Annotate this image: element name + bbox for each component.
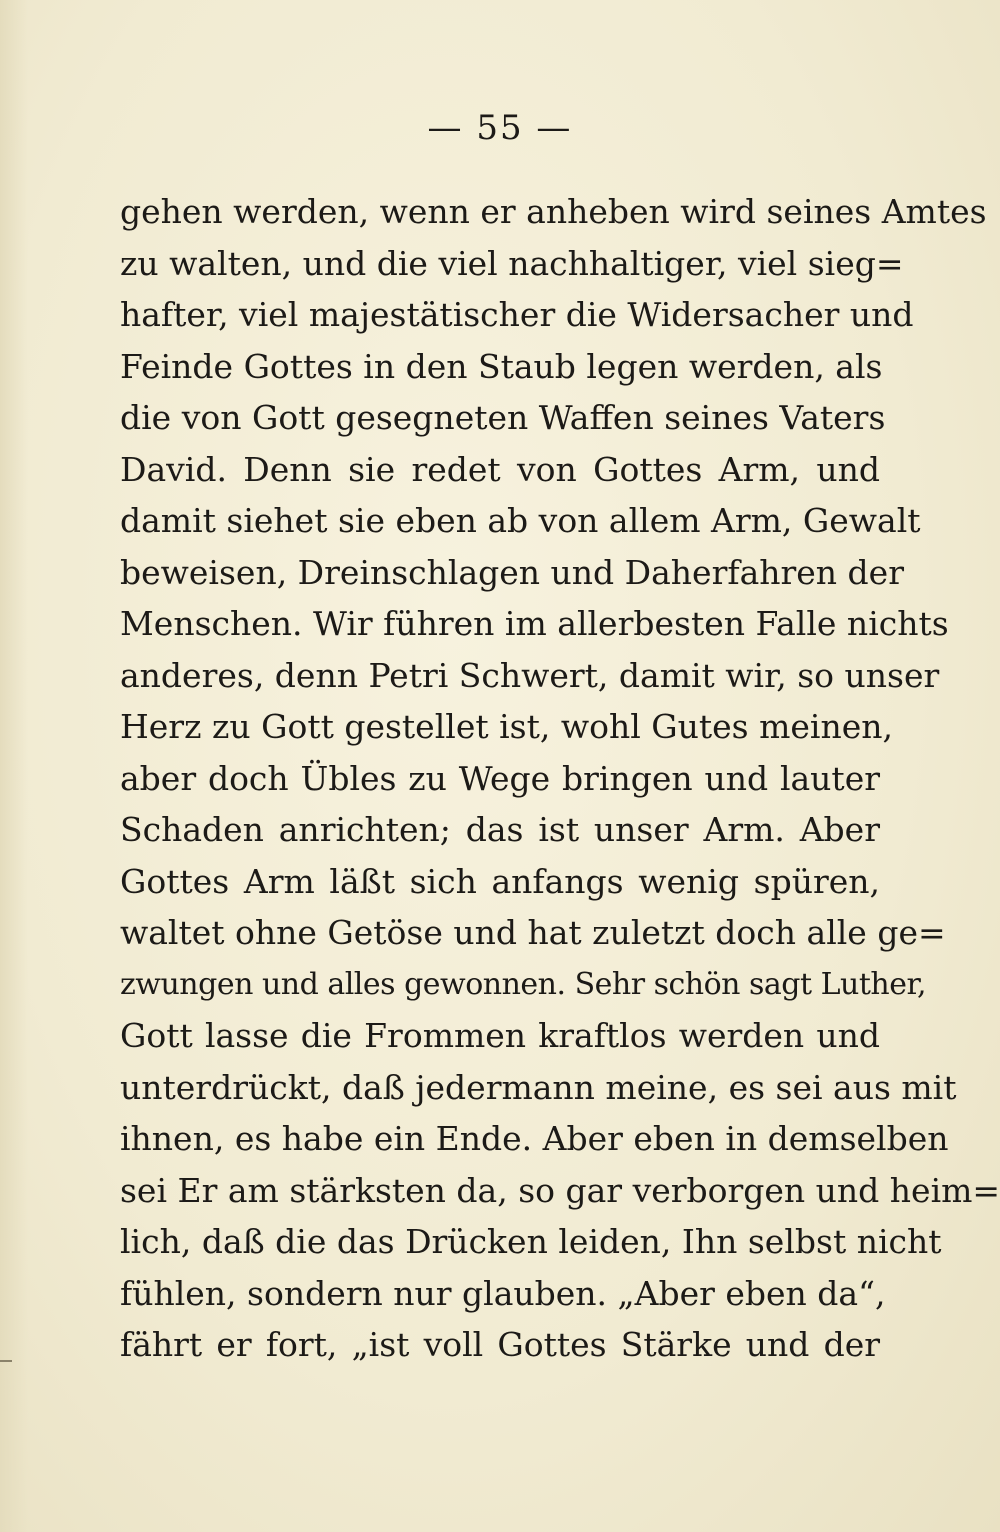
text-line: zu walten, und die viel nachhaltiger, viel sieg= [120,243,904,283]
text-line: Herz zu Gott gestellet ist, wohl Gutes meinen, [120,707,893,746]
text-line: ihnen, es habe ein Ende. Aber eben in demselben [120,1119,949,1158]
text-line: die von Gott gesegneten Waffen seines Vaters [120,398,886,437]
text-line: zwungen und alles gewonnen. Sehr schön sagt Luther, [120,966,927,1002]
text-line: gehen werden, wenn er anheben wird seines Amtes [120,192,987,231]
text-line: sei Er am stärksten da, so gar verborgen und heim= [120,1170,1000,1210]
text-line: aber doch Übles zu Wege bringen und lauter [120,758,880,798]
text-line: Schaden anrichten; das ist unser Arm. Aber [120,810,880,849]
text-line: anderes, denn Petri Schwert, damit wir, so unser [120,655,940,695]
text-line: fährt er fort, „ist voll Gottes Stärke und der [120,1325,880,1364]
text-line: Gott lasse die Frommen kraftlos werden und [120,1016,880,1055]
text-line: fühlen, sondern nur glauben. „Aber eben da“, [120,1273,886,1313]
text-line: lich, daß die das Drücken leiden, Ihn selbst nicht [120,1222,942,1261]
text-line: damit siehet sie eben ab von allem Arm, Gewalt [120,501,921,540]
page-number: — 55 — [427,108,573,148]
text-line: beweisen, Dreinschlagen und Daherfahren der [120,552,904,592]
text-line: Feinde Gottes in den Staub legen werden, als [120,346,883,386]
page-gutter-shadow [0,0,28,1532]
margin-mark [0,1360,12,1362]
body-text [120,186,1000,1371]
text-line: unterdrückt, daß jedermann meine, es sei aus mit [120,1067,957,1107]
text-line: Menschen. Wir führen im allerbesten Falle nichts [120,604,949,643]
text-line: hafter, viel majestätischer die Widersacher und [120,295,914,334]
text-line: David. Denn sie redet von Gottes Arm, und [120,449,880,489]
text-line: Gottes Arm läßt sich anfangs wenig spüren, [120,861,880,901]
text-line: waltet ohne Getöse und hat zuletzt doch alle ge= [120,913,946,952]
